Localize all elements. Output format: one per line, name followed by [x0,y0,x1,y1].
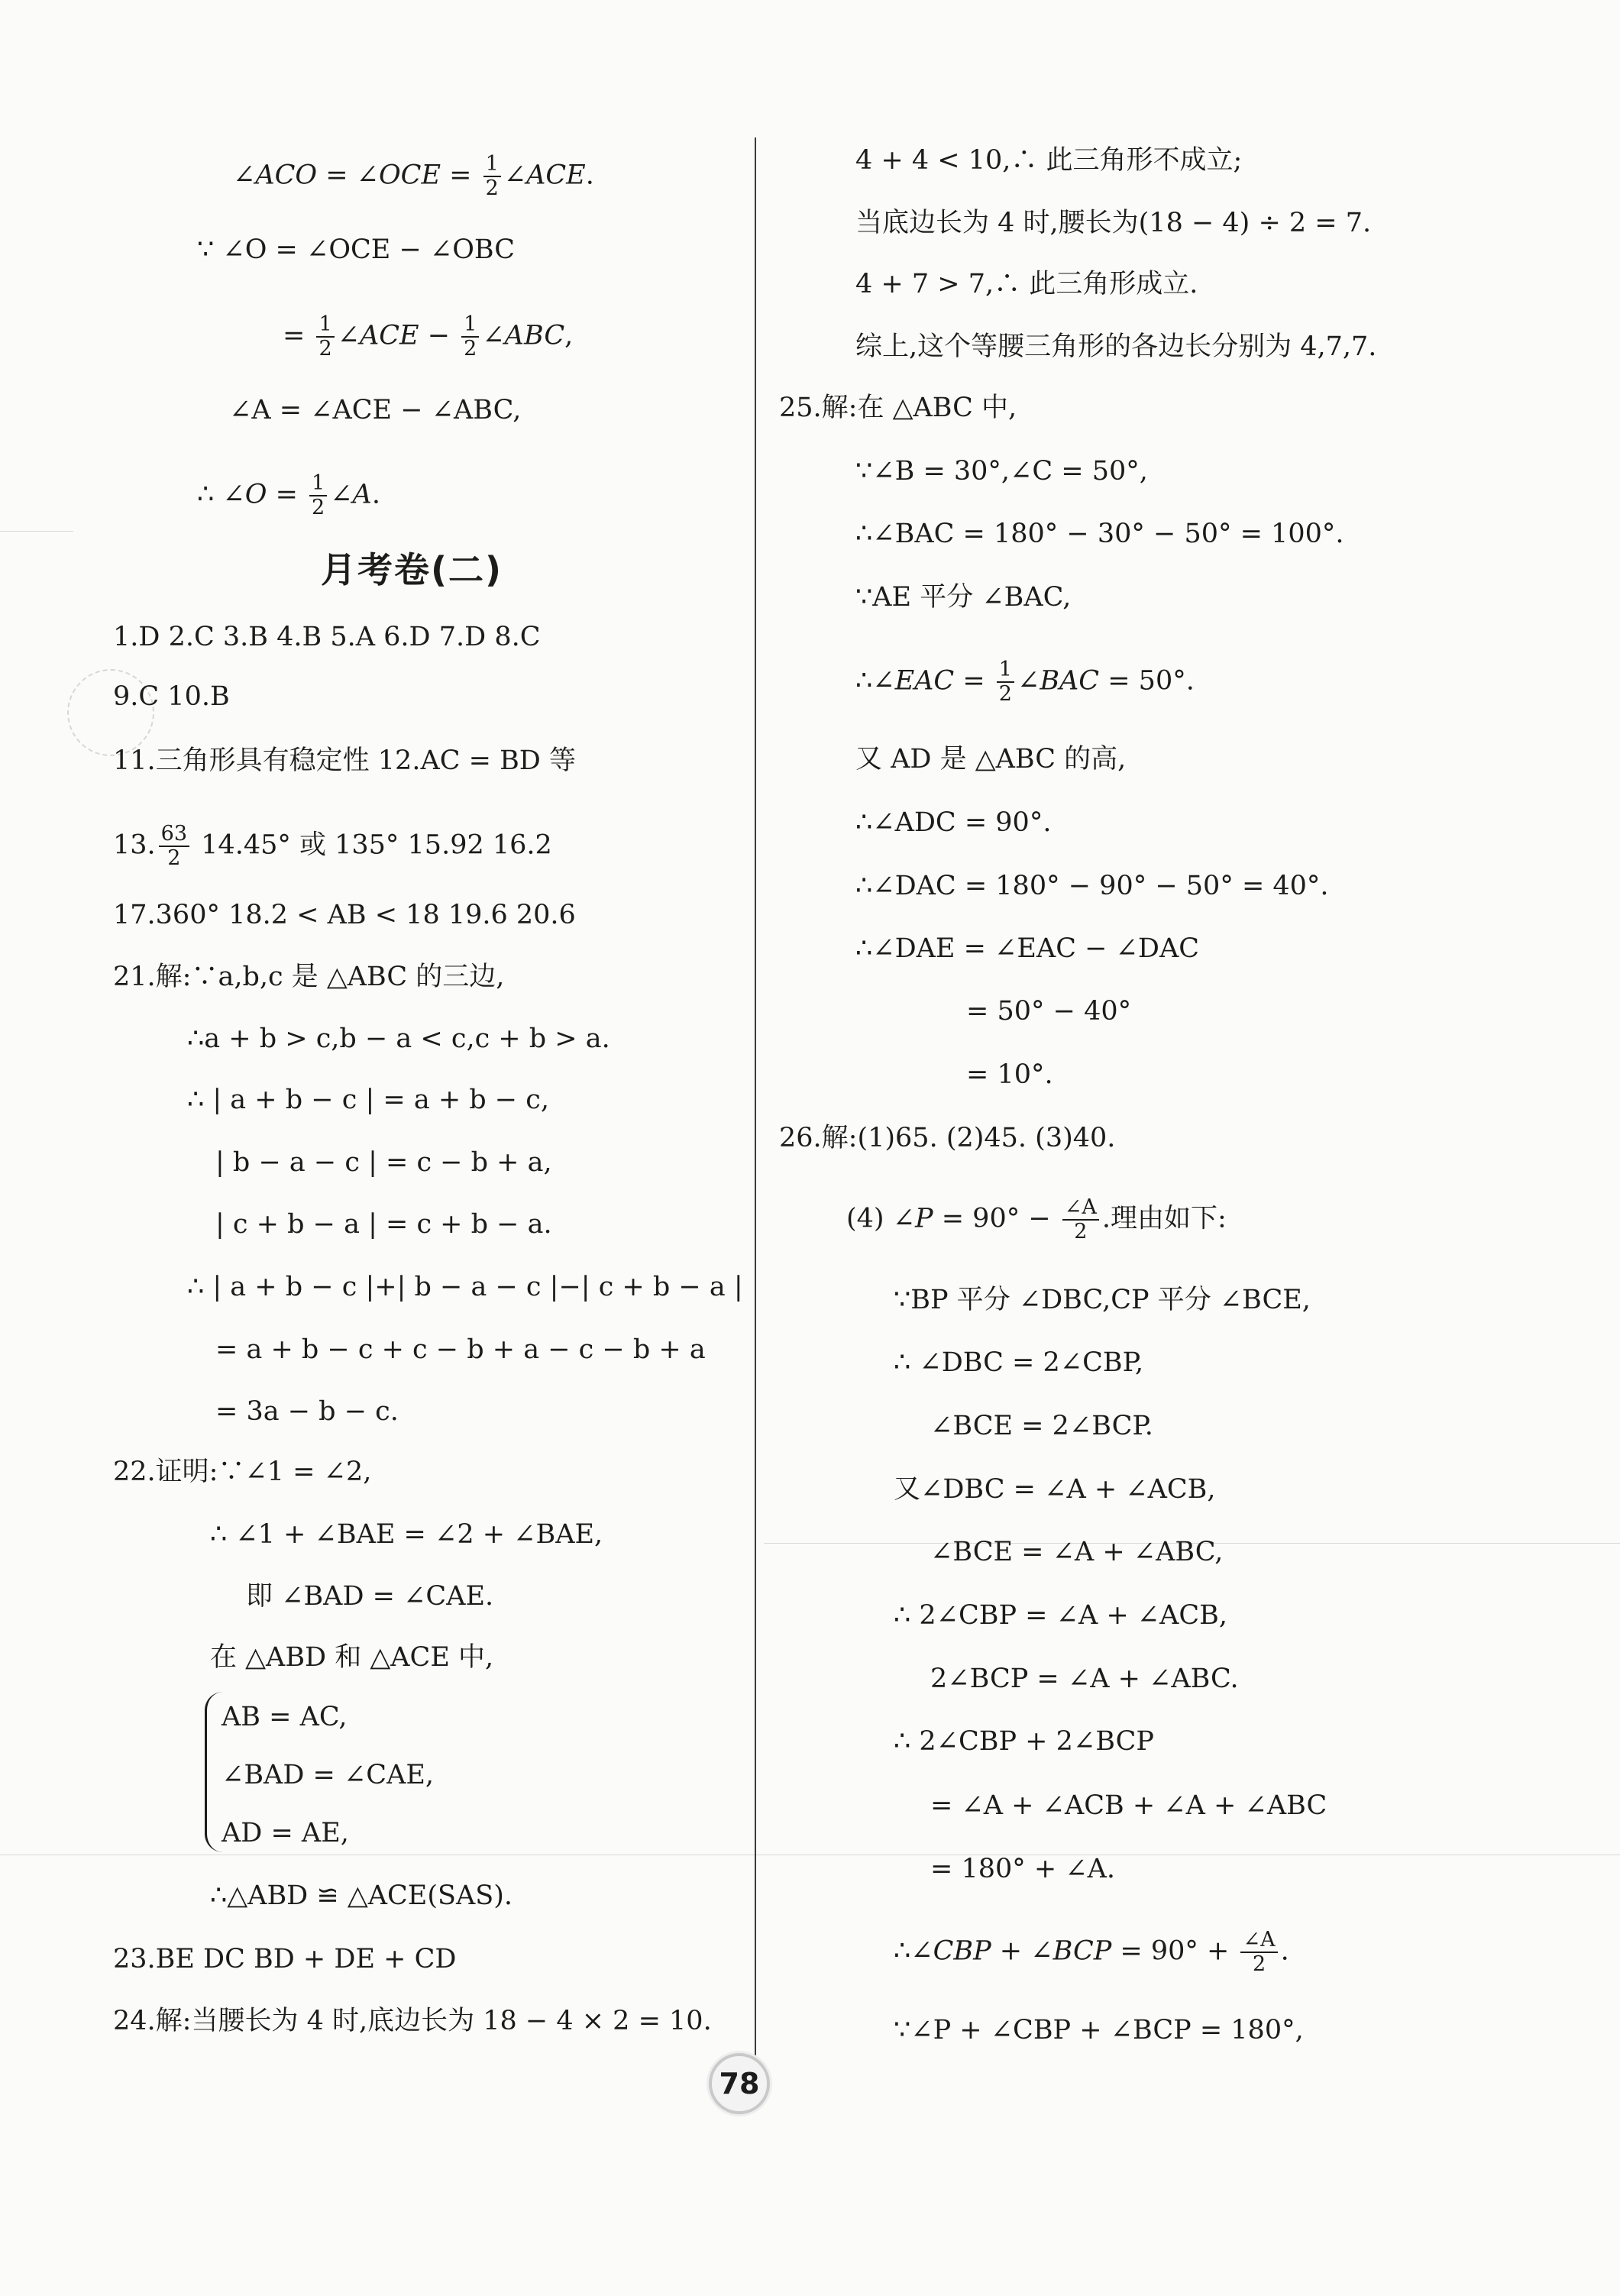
answers-line: 17.360° 18.2 < AB < 18 19.6 20.6 [113,900,576,930]
fraction [309,472,327,519]
q21-line: ∴ | a + b − c |+| b − a − c |−| c + b − a | [187,1272,743,1302]
fraction [316,313,334,361]
q21-line: ∴ | a + b − c | = a + b − c, [187,1085,549,1115]
q21-line: = a + b − c + c − b + a − c − b + a [215,1334,706,1365]
q26-line: ∠BCE = ∠A + ∠ABC, [930,1537,1224,1567]
fraction-denominator: 2 [998,682,1012,706]
fraction-numerator: 1 [309,472,327,496]
q25-line: ∴∠ADC = 90°. [855,807,1052,838]
fraction-numerator: ∠A [1062,1196,1099,1221]
q25-line: 25.解:在 △ABC 中, [779,393,1017,423]
page-number: 78 [719,2067,760,2100]
q22-line: 22.证明:∵∠1 = ∠2, [113,1457,372,1487]
q26-line: = 180° + ∠A. [930,1854,1116,1884]
fraction-numerator: 1 [316,313,334,338]
fraction-numerator: ∠A [1240,1929,1277,1953]
q25-line: = 50° − 40° [966,996,1132,1027]
q26-line: = ∠A + ∠ACB + ∠A + ∠ABC [930,1790,1327,1821]
fraction-denominator: 2 [167,846,181,870]
page-number-badge [709,2053,770,2114]
column-divider [755,137,756,2062]
line: ∵ ∠O = ∠OCE − ∠OBC [197,234,516,265]
q22-line: 即 ∠BAD = ∠CAE. [246,1581,494,1612]
q21-line: | c + b − a | = c + b − a. [215,1209,552,1240]
fraction-denominator: 2 [319,337,332,361]
fraction-denominator: 2 [485,176,499,200]
q22-line: ∴ ∠1 + ∠BAE = ∠2 + ∠BAE, [210,1519,603,1550]
fraction [997,658,1014,706]
answers-line-13: 13. $\frac{63}{2}$ 14.45° 或 135° 15.92 16.2 [113,822,552,870]
q24-line: 综上,这个等腰三角形的各边长分别为 4,7,7. [855,331,1377,362]
q22-line: 在 △ABD 和 △ACE 中, [210,1642,494,1673]
q25-line: ∴∠BAC = 180° − 30° − 50° = 100°. [855,519,1344,549]
answers-line: 11.三角形具有稳定性 12.AC = BD 等 [113,745,576,776]
fraction-denominator: 2 [1074,1220,1088,1243]
left-column [0,0,756,2085]
q25-line: 又 AD 是 △ABC 的高, [855,744,1127,774]
q25-line: ∴∠DAE = ∠EAC − ∠DAC [855,933,1200,964]
line-half-diff: = $\frac{1}{2}$ ∠ACE − $\frac{1}{2}$ ∠ABC, [283,312,574,361]
q21-line: | b − a − c | = c − b + a, [215,1147,552,1178]
q26-line-4: (4) ∠P = 90° − $\frac{\angle A}{2}$ .理由如下: [846,1195,1227,1243]
fraction [1062,1196,1099,1243]
q25-line-eac: ∴∠EAC = $\frac{1}{2}$ ∠BAC = 50°. [855,658,1195,706]
right-column [764,0,1620,2085]
q22-system-line: ∠BAD = ∠CAE, [221,1760,435,1790]
fraction [461,313,479,361]
q26-line: ∠BCE = 2∠BCP. [930,1411,1153,1441]
q26-line: 又∠DBC = ∠A + ∠ACB, [894,1474,1216,1505]
q25-line: ∵∠B = 30°,∠C = 50°, [855,456,1148,487]
q22-line: ∴△ABD ≌ △ACE(SAS). [210,1880,513,1911]
fraction [483,153,501,200]
fraction-denominator: 2 [1252,1952,1266,1976]
q26-line-sum: ∴∠CBP + ∠BCP = 90° + $\frac{\angle A}{2}$ . [894,1928,1289,1976]
q26-line: ∵∠P + ∠CBP + ∠BCP = 180°, [894,2015,1304,2045]
q24-line: 当底边长为 4 时,腰长为(18 − 4) ÷ 2 = 7. [855,208,1372,238]
section-title: 月考卷(二) [321,549,503,590]
q26-line: 2∠BCP = ∠A + ∠ABC. [930,1664,1239,1694]
fraction-numerator: 1 [997,658,1014,683]
q21-line: 21.解:∵a,b,c 是 △ABC 的三边, [113,962,505,992]
q26-line: 26.解:(1)65. (2)45. (3)40. [779,1123,1116,1153]
q24-line: 4 + 4 < 10,∴ 此三角形不成立; [855,145,1243,176]
answers-line: 1.D 2.C 3.B 4.B 5.A 6.D 7.D 8.C [113,622,541,652]
q22-system-line: AD = AE, [221,1818,349,1848]
q24-line: 24.解:当腰长为 4 时,底边长为 18 − 4 × 2 = 10. [113,2006,712,2036]
fraction-numerator: 63 [159,823,189,847]
q25-line: ∵AE 平分 ∠BAC, [855,582,1072,613]
fraction-numerator: 1 [483,153,501,177]
answers-line: 9.C 10.B [113,681,230,712]
q26-line: ∴ 2∠CBP + 2∠BCP [894,1726,1154,1757]
fraction-denominator: 2 [312,496,325,519]
q22-system-line: AB = AC, [221,1702,348,1732]
q25-line: = 10°. [966,1059,1053,1090]
q26-line: ∵BP 平分 ∠DBC,CP 平分 ∠BCE, [894,1285,1311,1315]
fraction [159,823,189,870]
line-aco-oce: ∠ACO = ∠OCE = $\frac{1}{2}$ ∠ACE. [233,152,594,200]
q25-line: ∴∠DAC = 180° − 90° − 50° = 40°. [855,871,1329,901]
q21-line: ∴a + b > c,b − a < c,c + b > a. [187,1023,610,1054]
q24-line: 4 + 7 > 7,∴ 此三角形成立. [855,269,1198,299]
q21-line: = 3a − b − c. [215,1396,399,1427]
line: ∠A = ∠ACE − ∠ABC, [229,395,522,425]
fraction-numerator: 1 [461,313,479,338]
line-o-half-a: ∴ ∠O = $\frac{1}{2}$ ∠A. [197,471,380,519]
fraction [1240,1929,1277,1976]
q26-line: ∴ ∠DBC = 2∠CBP, [894,1347,1144,1378]
q23-line: 23.BE DC BD + DE + CD [113,1944,457,1974]
fraction-denominator: 2 [464,337,477,361]
q26-line: ∴ 2∠CBP = ∠A + ∠ACB, [894,1600,1228,1631]
